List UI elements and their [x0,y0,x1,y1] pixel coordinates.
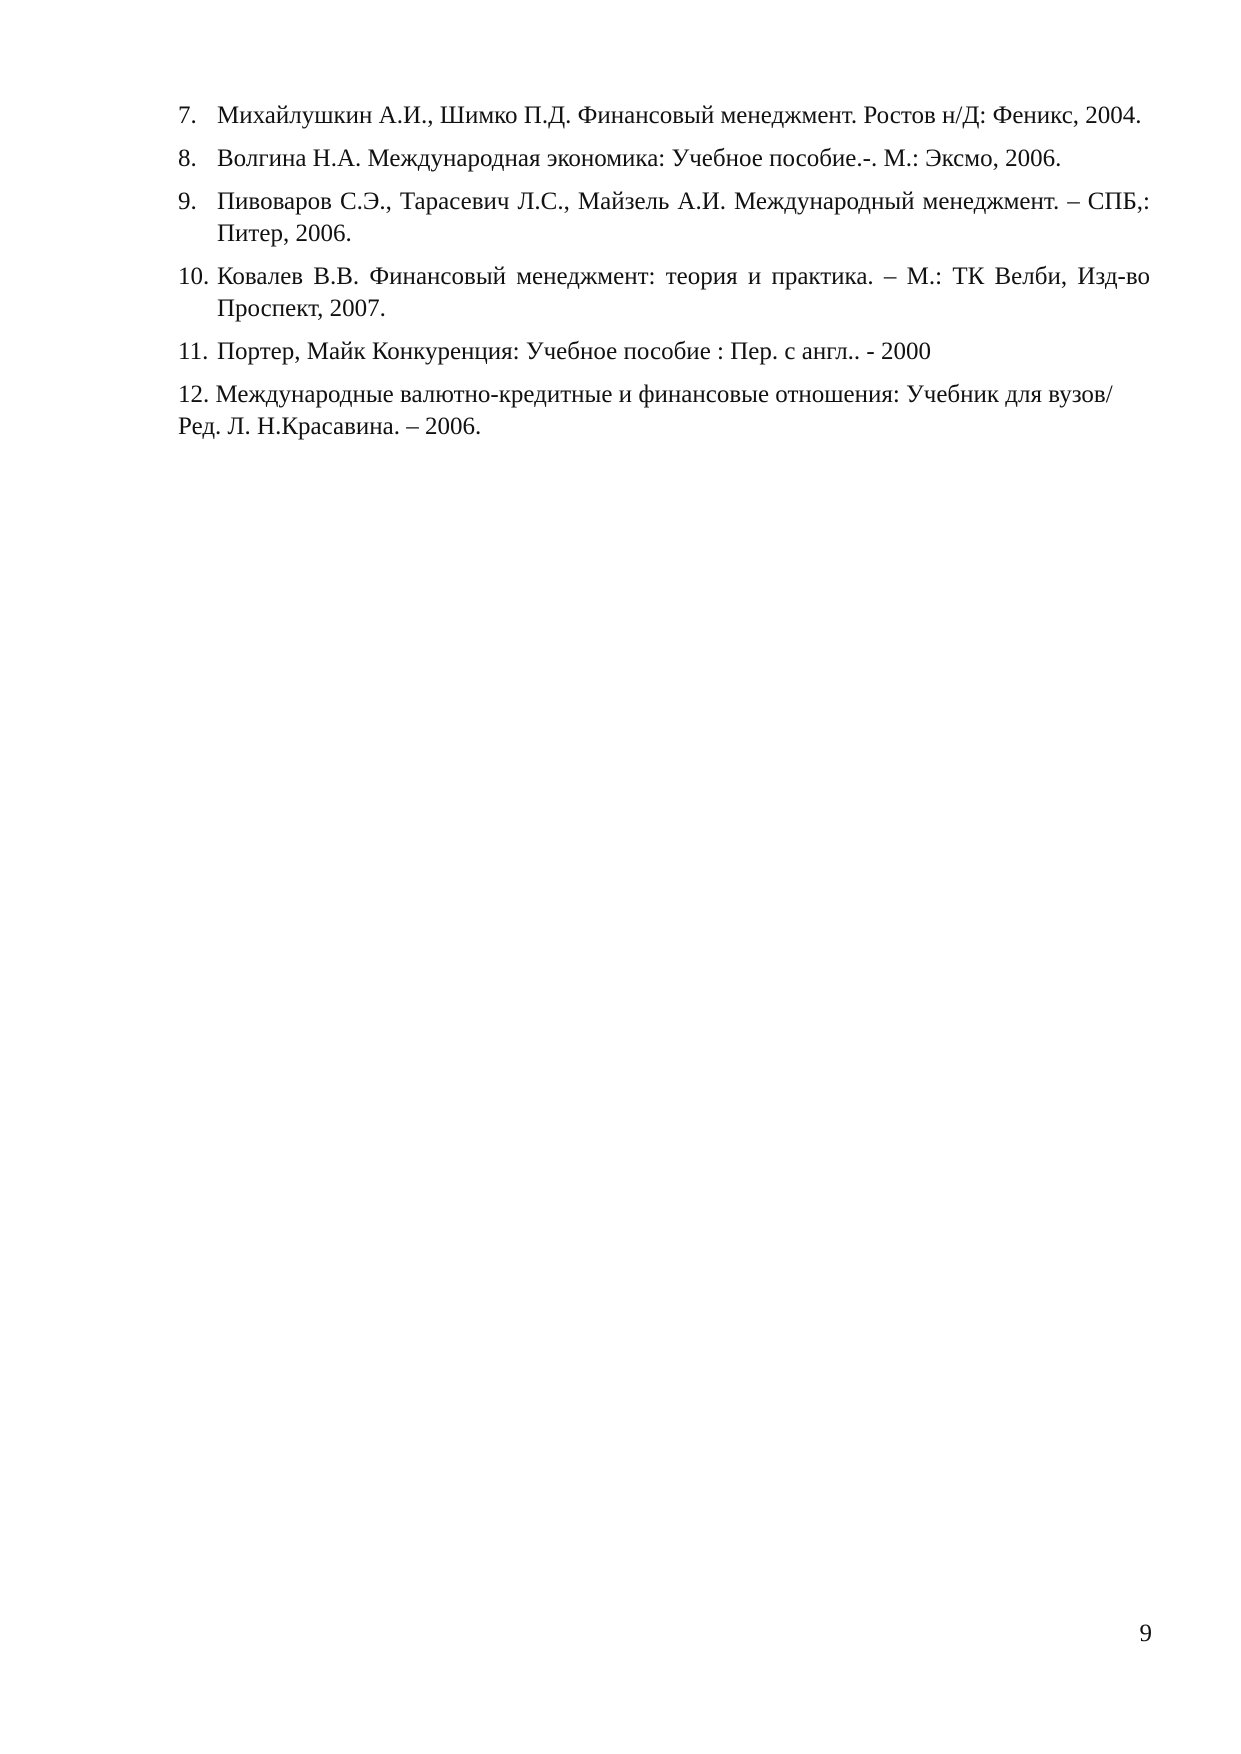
reference-text: Портер, Майк Конкуренция: Учебное пособие : Пер. с англ.. - 2000 [217,338,931,365]
reference-text: Пивоваров С.Э., Тарасевич Л.С., Майзель А.И. Международный менеджмент. – СПБ,: Питер, 2006. [217,188,1150,247]
reference-item-7 [178,100,1150,132]
reference-item-9 [178,186,1150,250]
page-number: 9 [1139,1620,1152,1647]
reference-number: 11. [178,338,209,365]
reference-item-10 [178,261,1150,325]
reference-number: 10. [178,263,210,290]
reference-item-11 [178,336,1150,368]
reference-text: Волгина Н.А. Международная экономика: Учебное пособие.-. М.: Эксмо, 2006. [217,145,1062,172]
reference-text: Ковалев В.В. Финансовый менеджмент: теория и практика. – М.: ТК Велби, Изд-во Проспект, 2007. [217,263,1150,322]
reference-list [178,100,1150,454]
reference-text: Международные валютно-кредитные и финансовые отношения: Учебник для вузов/ Ред. Л. Н.Красавина. – 2006. [178,381,1113,440]
reference-item-8 [178,143,1150,175]
reference-number: 12. [178,381,216,408]
reference-item-12 [178,379,1150,443]
reference-number: 8. [178,145,197,172]
reference-number: 7. [178,102,197,129]
reference-text: Михайлушкин А.И., Шимко П.Д. Финансовый менеджмент. Ростов н/Д: Феникс, 2004. [217,102,1142,129]
reference-number: 9. [178,188,197,215]
